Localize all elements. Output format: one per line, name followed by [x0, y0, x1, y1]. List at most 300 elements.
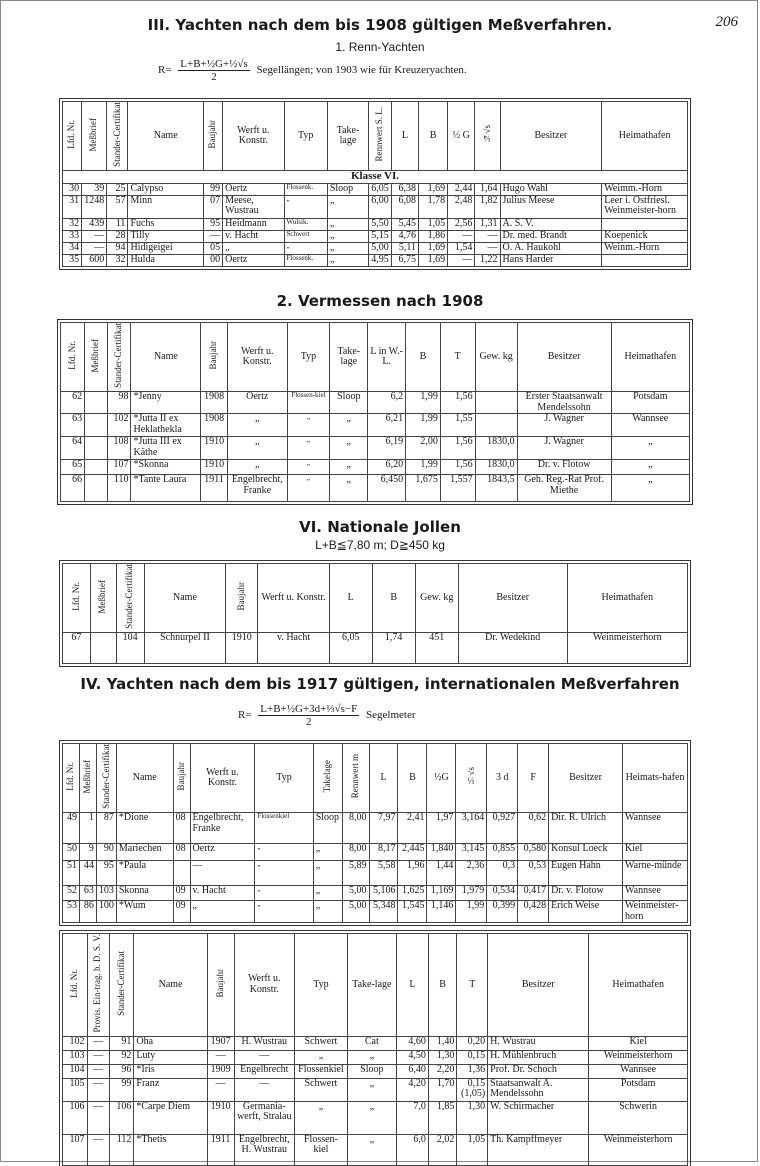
table-cell: *Thetis [134, 1134, 207, 1165]
formula-lhs: R= [238, 709, 252, 722]
table-cell: 1,22 [475, 254, 500, 266]
table-cell: 08 [173, 813, 190, 844]
table-cell: 1908 [201, 414, 228, 437]
table-cell: 6,05 [369, 183, 392, 195]
table-cell: — [207, 1078, 234, 1101]
table-cell: 8,00 [342, 813, 369, 844]
column-header [330, 323, 368, 392]
table-cell: 5,106 [369, 886, 398, 901]
column-header-text: Rennwert m [349, 754, 360, 799]
column-header-text: L [409, 978, 416, 990]
table-cell: Meese, Wustrau [223, 195, 284, 218]
table-cell: Wannsee [611, 414, 689, 437]
table-cell: Tilly [128, 230, 204, 242]
table-cell: 5,45 [391, 218, 418, 230]
table-cell: 53 [63, 901, 80, 923]
column-header [406, 323, 441, 392]
table-cell: 106 [63, 1101, 88, 1134]
table-row [61, 437, 690, 460]
table-cell: H. Mühlenbruch [488, 1050, 589, 1064]
table-cell: Oertz [227, 392, 287, 414]
column-header [457, 934, 488, 1037]
table-cell: „ [255, 901, 313, 923]
column-header-text: Provis. Ein-trag. b. D. S. V. [92, 934, 103, 1033]
table-cell: 1,40 [428, 1036, 456, 1050]
table-cell: 2,44 [448, 183, 475, 195]
table-cell: — [87, 1036, 109, 1050]
table-cell: — [203, 230, 222, 242]
column-header [287, 323, 330, 392]
table-cell: Dir. R. Ulrich [549, 813, 623, 844]
table-cell: — [87, 1134, 109, 1165]
table-cell: Germania-werft, Stralau [234, 1101, 295, 1134]
table-cell: Warne-münde [623, 861, 688, 886]
table-cell: H. Wustrau [488, 1036, 589, 1050]
table-cell: 1,99 [456, 901, 487, 923]
table-cell: 102 [63, 1036, 88, 1050]
table-cell: „ [284, 242, 327, 254]
table-cell: 2,41 [398, 813, 427, 844]
table-cell: „ [313, 886, 342, 901]
table-cell: 5,00 [369, 242, 392, 254]
table-cell: 1830,0 [475, 437, 517, 460]
table-cell: H. Wustrau [234, 1036, 295, 1050]
table-cell: Kiel [623, 844, 688, 861]
table-cell: „ [347, 1078, 396, 1101]
table-cell: Franz [134, 1078, 207, 1101]
table-cell: Flossenk. [284, 254, 327, 266]
table-cell: 65 [61, 460, 85, 475]
column-header-text: Heimathafen [624, 350, 677, 362]
table-cell: 95 [203, 218, 222, 230]
column-header-text: Gew. kg [479, 350, 513, 362]
table-cell: *Jutta II ex Heklathekla [131, 414, 201, 437]
table-cell: *Tante Laura [131, 475, 201, 502]
table-cell: — [82, 242, 107, 254]
formula-lhs: R= [158, 64, 172, 77]
column-header-text: B [390, 591, 397, 603]
table-cell: 92 [109, 1050, 134, 1064]
table-cell: 108 [107, 437, 131, 460]
table-cell: 1,146 [427, 901, 456, 923]
column-header-text: Heimats-hafen [625, 771, 685, 783]
table-cell: *Jutta III ex Käthe [131, 437, 201, 460]
table-cell: „ [284, 195, 327, 218]
table-cell: Weinmeisterhorn [589, 1050, 688, 1064]
table-cell: 1 [79, 813, 96, 844]
table-cell: 0,53 [518, 861, 549, 886]
table-cell [602, 254, 688, 266]
table-cell: Engelbrecht [234, 1064, 295, 1078]
table-cell: 1,44 [427, 861, 456, 886]
table-cell: „ [190, 901, 255, 923]
table-cell: 1,86 [418, 230, 447, 242]
table-cell: Schnurpel II [144, 633, 225, 664]
column-header-text: Werft u. Konstr. [206, 766, 239, 789]
table-cell: 67 [63, 633, 91, 664]
table-cell: Minn [128, 195, 204, 218]
table-cell: 33 [63, 230, 82, 242]
table-cell: 11 [107, 218, 128, 230]
table-cell: Fuchs [128, 218, 204, 230]
table-cell: — [475, 242, 500, 254]
column-header [440, 323, 475, 392]
table-cell: J. Wagner [517, 414, 611, 437]
table-cell: „ [347, 1050, 396, 1064]
klasse-label: Klasse VI. [63, 171, 688, 184]
table-cell: 103 [96, 886, 116, 901]
column-header [234, 934, 295, 1037]
table-cell: „ [327, 218, 368, 230]
table-cell: „ [611, 475, 689, 502]
table-row [63, 901, 688, 923]
column-header-text: ½G [434, 771, 449, 783]
table-cell: Engelbrecht, Franke [227, 475, 287, 502]
table-cell: 99 [109, 1078, 134, 1101]
table-cell: „ [330, 475, 368, 502]
column-header [448, 102, 475, 171]
column-header [428, 934, 456, 1037]
table-cell: 6,38 [391, 183, 418, 195]
klasse-row [63, 171, 688, 184]
table-cell: 107 [107, 460, 131, 475]
column-header-text: Lfd. Nr. [70, 582, 81, 611]
table-cell: 451 [415, 633, 458, 664]
column-header-text: F [530, 771, 536, 783]
table-cell: Dr. v. Flotow [549, 886, 623, 901]
column-header-text: L [401, 129, 408, 141]
column-header-text: Werft u. Konstr. [248, 973, 281, 995]
column-header [369, 102, 392, 171]
column-header [207, 934, 234, 1037]
table-row [61, 475, 690, 502]
table-cell: Flossen-kiel [287, 392, 330, 414]
table-cell: — [87, 1050, 109, 1064]
table-row [63, 254, 688, 266]
header-row [63, 934, 688, 1037]
formula-denominator: 2 [211, 71, 217, 83]
table-cell: — [234, 1050, 295, 1064]
table-cell: 1908 [201, 392, 228, 414]
table-cell: 1,56 [440, 392, 475, 414]
table-cell: 6,21 [368, 414, 406, 437]
table-cell: 1,56 [440, 437, 475, 460]
table-cell: 0,927 [487, 813, 518, 844]
table-cell: Staatsanwalt A. Mendelssohn [488, 1078, 589, 1101]
table-cell: Flossenkiel [295, 1064, 348, 1078]
table-cell: Weinmeisterhorn [589, 1134, 688, 1165]
table-cell: „ [611, 460, 689, 475]
column-header-text: Name [132, 771, 157, 783]
table-cell: 439 [82, 218, 107, 230]
table-cell: Weinmeister-horn [623, 901, 688, 923]
column-header-text: L [347, 591, 354, 603]
table-cell: Sloop [313, 813, 342, 844]
table-cell: 1,99 [406, 392, 441, 414]
table-cell [475, 392, 517, 414]
table-cell: 96 [109, 1064, 134, 1078]
column-header-text: B [419, 350, 427, 362]
table-cell: 1,55 [440, 414, 475, 437]
table-cell: 1,97 [427, 813, 456, 844]
column-header-text: Heimathafen [612, 978, 664, 990]
table-row [63, 861, 688, 886]
column-header [63, 744, 80, 813]
column-header-text: Typ [313, 978, 329, 990]
table-cell: *Carpe Diem [134, 1101, 207, 1134]
table-cell: 3,145 [456, 844, 487, 861]
column-header [134, 934, 207, 1037]
table-cell: Hans Harder [500, 254, 602, 266]
table-cell: 100 [96, 901, 116, 923]
table-cell: — [448, 230, 475, 242]
column-header-text: Heimathafen [601, 591, 654, 603]
table-cell: Cat [347, 1036, 396, 1050]
table-cell: Oertz [223, 254, 284, 266]
column-header [369, 744, 398, 813]
table-cell: Sloop [330, 392, 368, 414]
table-cell: 1,56 [440, 460, 475, 475]
column-header [63, 934, 88, 1037]
table-cell: 1,31 [475, 218, 500, 230]
column-header-text: Typ [276, 771, 292, 783]
table-cell: 1909 [207, 1064, 234, 1078]
column-header [116, 564, 144, 633]
table-cell: Mariechen [116, 844, 173, 861]
table-cell: v. Hacht [258, 633, 329, 664]
table-cell: 00 [203, 254, 222, 266]
table-cell: 2,00 [406, 437, 441, 460]
table-cell: 0,417 [518, 886, 549, 901]
column-header [61, 323, 85, 392]
column-header [623, 744, 688, 813]
column-header-text: Stander-Certifikat [111, 102, 122, 167]
column-header [203, 102, 222, 171]
table-cell: 87 [96, 813, 116, 844]
table-cell: 1,85 [428, 1101, 456, 1134]
table-cell: 9 [79, 844, 96, 861]
column-header-text: Take-lage [336, 124, 360, 147]
column-header [611, 323, 689, 392]
table-cell: 0,428 [518, 901, 549, 923]
table-cell: Erich Weise [549, 901, 623, 923]
table-cell: Hugo Wahl [500, 183, 602, 195]
table-cell: 6,0 [396, 1134, 428, 1165]
column-header [109, 934, 134, 1037]
formula-note: Segellängen; von 1903 wie für Kreuzeryachten. [256, 64, 467, 77]
table-row [63, 1050, 688, 1064]
table-cell: 6,00 [369, 195, 392, 218]
table-cell: 4,95 [369, 254, 392, 266]
table-cell: Wannsee [589, 1064, 688, 1078]
table-cell: Weinm.-Horn [602, 242, 688, 254]
table-cell: 39 [82, 183, 107, 195]
header-row [63, 744, 688, 813]
column-header-text: L [380, 771, 387, 783]
table-row [63, 195, 688, 218]
table-cell: Oertz [190, 844, 255, 861]
table-cell: Kiel [589, 1036, 688, 1050]
table-cell: 6,08 [391, 195, 418, 218]
table-cell: *Jenny [131, 392, 201, 414]
column-header-text: T [454, 350, 461, 362]
table-cell: — [87, 1101, 109, 1134]
column-header [475, 323, 517, 392]
table-cell: — [448, 254, 475, 266]
table-cell: Wannsee [623, 813, 688, 844]
table-cell: W. Schirmacher [488, 1101, 589, 1134]
table-cell: 94 [107, 242, 128, 254]
column-header [396, 934, 428, 1037]
table-cell: 35 [63, 254, 82, 266]
table-cell: Schwert [295, 1078, 348, 1101]
table-cell: 1910 [201, 460, 228, 475]
column-header-text: Werft u. Konstr. [261, 591, 326, 603]
table-cell: 1,05 [457, 1134, 488, 1165]
table-cell: Flossenk. [284, 183, 327, 195]
table-cell: „ [227, 414, 287, 437]
column-header [87, 934, 109, 1037]
table-cell: „ [611, 437, 689, 460]
table-cell: 4,50 [396, 1050, 428, 1064]
column-header-text: Besitzer [534, 129, 568, 141]
table-cell: 1,30 [428, 1050, 456, 1064]
table-cell: — [207, 1050, 234, 1064]
table-cell: 8,17 [369, 844, 398, 861]
table-cell: 1,675 [406, 475, 441, 502]
table-cell [85, 460, 108, 475]
table-cell: 5,15 [369, 230, 392, 242]
column-header-text: Besitzer [547, 350, 581, 362]
table-cell: 90 [96, 844, 116, 861]
formula-numerator: L+B+½G+3d+⅓√s−F [260, 703, 358, 715]
table-cell: 52 [63, 886, 80, 901]
column-header [295, 934, 348, 1037]
column-header-text: Stander-Certifikat [100, 744, 111, 809]
page-number: 206 [715, 14, 738, 30]
table-cell: 102 [107, 414, 131, 437]
table-row [63, 218, 688, 230]
table-cell: 1,169 [427, 886, 456, 901]
table-cell: 6,05 [329, 633, 372, 664]
table-cell: 09 [173, 886, 190, 901]
table-cell: Skonna [116, 886, 173, 901]
table-cell: — [82, 230, 107, 242]
table-cell: „ [313, 861, 342, 886]
table-cell: Schwerin [589, 1101, 688, 1134]
table-cell: Calypso [128, 183, 204, 195]
table-cell: *Dione [116, 813, 173, 844]
section-3-title: III. Yachten nach dem bis 1908 gültigen Meßverfahren. [147, 16, 613, 34]
table-vermessen-1908 [60, 322, 690, 502]
table-cell: 4,60 [396, 1036, 428, 1050]
table-cell [85, 414, 108, 437]
column-header-text: ⅓√s [465, 767, 476, 786]
table-cell: 0,3 [487, 861, 518, 886]
table-row [63, 1036, 688, 1050]
table-cell: 1,69 [418, 183, 447, 195]
table-cell: 1911 [201, 475, 228, 502]
table-cell: 6,450 [368, 475, 406, 502]
table-cell: 7,0 [396, 1101, 428, 1134]
table-cell: 1,78 [418, 195, 447, 218]
table-cell: Schwert [295, 1036, 348, 1050]
table-cell: 1843,5 [475, 475, 517, 502]
table-cell: 1,30 [457, 1101, 488, 1134]
table-cell: 6,2 [368, 392, 406, 414]
column-header-text: B [409, 771, 416, 783]
column-header [90, 564, 116, 633]
table-cell: 32 [63, 218, 82, 230]
table-row [61, 392, 690, 414]
column-header-text: Baujahr [236, 582, 247, 611]
column-header-text: Name [153, 129, 178, 141]
table-cell: 3,164 [456, 813, 487, 844]
column-header-text: Typ [297, 129, 314, 141]
table-cell: „ [327, 230, 368, 242]
table-cell: „ [287, 460, 330, 475]
column-header [475, 102, 500, 171]
table-cell: 1907 [207, 1036, 234, 1050]
column-header-text: Stander-Certifikat [124, 564, 135, 629]
table-cell: 105 [63, 1078, 88, 1101]
column-header [342, 744, 369, 813]
table-cell: Potsdam [589, 1078, 688, 1101]
column-header [313, 744, 342, 813]
table-cell: 6,75 [391, 254, 418, 266]
column-header [284, 102, 327, 171]
table-cell: 0,15 [457, 1050, 488, 1064]
table-cell: 1,625 [398, 886, 427, 901]
table-cell: Oertz [223, 183, 284, 195]
table-cell: 25 [107, 183, 128, 195]
column-header [518, 744, 549, 813]
table-cell: 5,11 [391, 242, 418, 254]
column-header [116, 744, 173, 813]
table-cell: Sloop [347, 1064, 396, 1078]
column-header-text: Besitzer [496, 591, 530, 603]
column-header-text: ¼√s [481, 125, 492, 144]
column-header [456, 744, 487, 813]
table-cell: Flossenkiel [255, 813, 313, 844]
column-header [487, 744, 518, 813]
table-cell: *Paula [116, 861, 173, 886]
table-cell: 32 [107, 254, 128, 266]
column-header-text: Meßbrief [82, 759, 93, 794]
column-header-text: Baujahr [175, 762, 186, 791]
table-cell: 08 [173, 844, 190, 861]
table-cell [85, 437, 108, 460]
table-cell: Julius Meese [500, 195, 602, 218]
table-cell: 57 [107, 195, 128, 218]
column-header [201, 323, 228, 392]
column-header-text: Werft u. Konstr. [240, 345, 274, 368]
column-header-text: Takelage [321, 760, 332, 793]
column-header-text: Meßbrief [88, 117, 99, 152]
table-cell: 0,20 [457, 1036, 488, 1050]
table-cell: v. Hacht [223, 230, 284, 242]
table-cell: 1,82 [475, 195, 500, 218]
section-3-formula [158, 58, 467, 83]
table-international-1917 [62, 743, 688, 923]
table-cell: 1,36 [457, 1064, 488, 1078]
table-cell: Dr. med. Brandt [500, 230, 602, 242]
table-renn-yachten [62, 101, 688, 267]
column-header [329, 564, 372, 633]
table-cell: 1,979 [456, 886, 487, 901]
table-row [63, 886, 688, 901]
column-header [226, 564, 258, 633]
